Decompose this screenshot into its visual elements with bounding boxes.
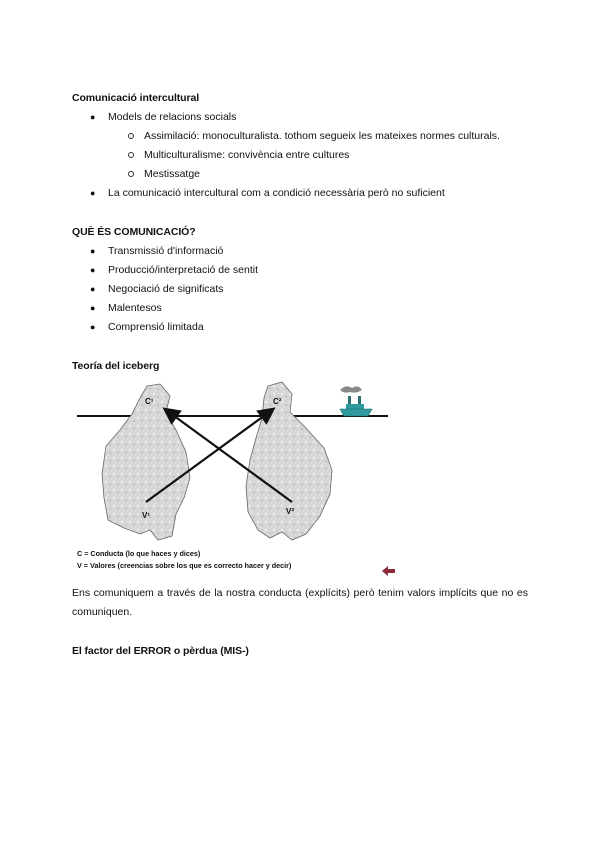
bullet-icon: ● [90,284,96,294]
bullet-icon: ● [90,246,96,256]
sub-list-item: Assimilació: monoculturalista. tothom segueix les mateixes normes culturals. [144,130,500,142]
list-item: Comprensió limitada [108,321,204,333]
bullet-icon: ● [90,322,96,332]
legend-c: C = Conducta (lo que haces y dices) [77,549,201,558]
sub-list-item: Mestissatge [144,168,201,180]
left-arrow-icon [382,566,395,576]
list-item: Models de relacions socials [108,111,237,123]
bullet-icon: ● [90,112,96,122]
sub-list-item: Multiculturalisme: convivència entre cultures [144,149,350,161]
heading-factor-error: El factor del ERROR o pèrdua (MIS-) [72,645,249,657]
list-item: La comunicació intercultural com a condició necessària però no suficient [108,187,445,199]
paragraph-conducta: Ens comuniquem a través de la nostra conducta (explícits) però tenim valors implícits que no es comuniquen. [72,587,528,618]
bullet-icon: ● [90,265,96,275]
label-v1: V¹ [142,511,150,520]
heading-teoria-iceberg: Teoría del iceberg [72,360,160,372]
bullet-icon: ● [90,303,96,313]
iceberg-right [246,382,332,540]
list-item: Malentesos [108,302,162,314]
list-item: Negociació de significats [108,283,224,295]
label-c2: C² [273,397,282,406]
ship-icon [340,386,372,416]
list-item: Transmissió d'informació [108,245,224,257]
label-v2: V² [286,507,294,516]
list-item: Producció/interpretació de sentit [108,264,258,276]
legend-v: V = Valores (creencias sobre los que es correcto hacer y decir) [77,561,292,570]
heading-que-es-comunicacio: QUÈ ÉS COMUNICACIÓ? [72,226,196,238]
label-c1: C¹ [145,397,154,406]
heading-comunicacio-intercultural: Comunicació intercultural [72,92,200,104]
bullet-icon: ● [90,188,96,198]
